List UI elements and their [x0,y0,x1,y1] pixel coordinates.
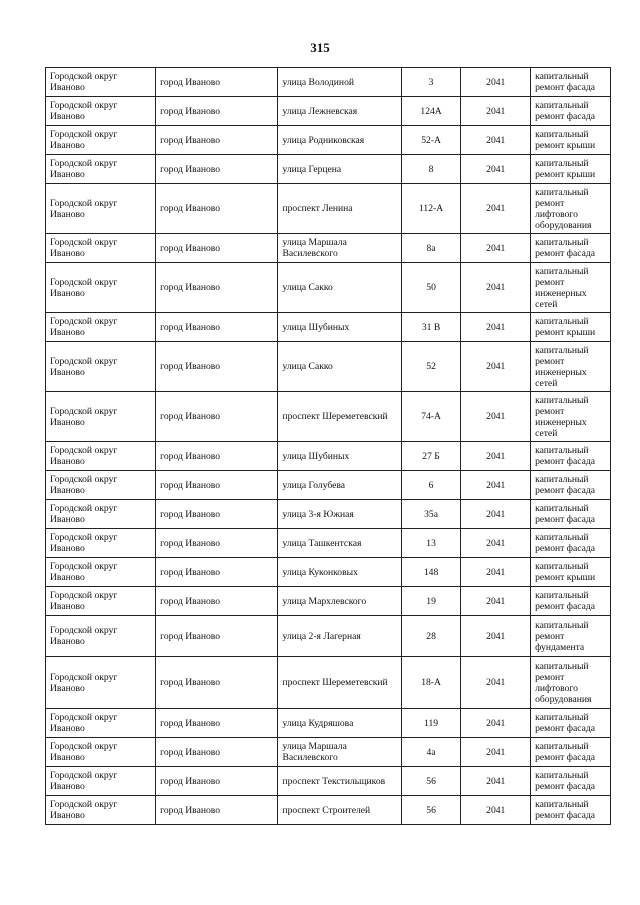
okrug-cell [46,709,156,738]
page-number: 315 [310,40,330,55]
city-cell [156,442,278,471]
work-type-cell-text: капитальный ремонт лифтового оборудования [535,186,592,231]
work-type-cell [531,558,611,587]
street-cell-text: проспект Шереметевский [282,677,388,688]
work-type-cell-text: капитальный ремонт фасада [535,503,596,525]
okrug-cell-text: Городской округ Иваново [50,561,118,583]
house-number-cell-text: 6 [428,479,434,491]
year-cell [461,234,531,263]
table-row [46,500,611,529]
street-cell [278,500,401,529]
work-type-cell-text: капитальный ремонт фасада [535,532,596,554]
okrug-cell-text: Городской округ Иваново [50,158,118,180]
city-cell-text: город Иваново [160,411,221,422]
year-cell-text: 2041 [486,321,506,333]
house-number-cell [401,558,461,587]
okrug-cell [46,738,156,767]
okrug-cell-text: Городской округ Иваново [50,474,118,496]
street-cell [278,738,401,767]
city-cell-text: город Иваново [160,105,221,117]
city-cell-text: город Иваново [160,321,221,333]
street-cell [278,709,401,738]
city-cell-text: город Иваново [160,595,221,607]
house-number-cell-text: 31 В [421,321,441,333]
city-cell [156,796,278,825]
year-cell [461,616,531,657]
city-cell [156,126,278,155]
house-number-cell-text: 119 [424,717,439,729]
house-number-cell [401,471,461,500]
table-body [46,68,611,825]
street-cell [278,313,401,342]
city-cell-text: город Иваново [160,134,221,146]
okrug-cell-text: Городской округ Иваново [50,100,118,122]
okrug-cell-text: Городской округ Иваново [50,445,118,467]
okrug-cell [46,767,156,796]
house-number-cell [401,767,461,796]
city-cell [156,709,278,738]
okrug-cell-text: Городской округ Иваново [50,237,118,259]
okrug-cell [46,68,156,97]
year-cell-text: 2041 [486,479,506,491]
house-number-cell-text: 56 [426,804,436,816]
street-cell-text: проспект Шереметевский [282,411,388,422]
house-number-cell-text: 18-А [421,677,441,688]
street-cell-text: улица 2-я Лагерная [282,630,361,642]
okrug-cell-text: Городской округ Иваново [50,799,118,821]
table-row [46,184,611,234]
work-type-cell [531,392,611,442]
work-type-cell [531,796,611,825]
city-cell-text: город Иваново [160,163,221,175]
table-row [46,709,611,738]
city-cell-text: город Иваново [160,450,221,462]
year-cell [461,392,531,442]
house-number-cell-text: 74-А [421,411,441,422]
year-cell [461,796,531,825]
house-number-cell-text: 8 [428,163,434,175]
street-cell-text: улица Шубиных [282,450,350,462]
work-type-cell-text: капитальный ремонт инженерных сетей [535,394,589,439]
work-type-cell [531,442,611,471]
year-cell-text: 2041 [486,717,506,729]
year-cell [461,313,531,342]
house-number-cell [401,184,461,234]
okrug-cell-text: Городской округ Иваново [50,316,118,338]
okrug-cell [46,313,156,342]
house-number-cell [401,126,461,155]
year-cell-text: 2041 [486,595,506,607]
okrug-cell-text: Городской округ Иваново [50,197,118,220]
city-cell [156,500,278,529]
year-cell [461,126,531,155]
year-cell-text: 2041 [486,566,506,578]
work-type-cell [531,709,611,738]
city-cell [156,738,278,767]
street-cell-text: улица Мархлевского [282,595,367,607]
city-cell [156,97,278,126]
house-number-cell [401,234,461,263]
okrug-cell [46,184,156,234]
work-type-cell-text: капитальный ремонт фасада [535,770,596,792]
table-row [46,342,611,392]
work-type-cell-text: капитальный ремонт лифтового оборудования [535,660,592,705]
table-row [46,263,611,313]
house-number-cell-text: 112-А [418,203,444,214]
work-type-cell [531,587,611,616]
year-cell-text: 2041 [486,450,506,462]
city-cell [156,616,278,657]
year-cell [461,442,531,471]
okrug-cell-text: Городской округ Иваново [50,770,118,792]
okrug-cell-text: Городской округ Иваново [50,355,118,378]
okrug-cell-text: Городской округ Иваново [50,71,118,93]
house-number-cell [401,342,461,392]
okrug-cell [46,657,156,709]
house-number-cell [401,738,461,767]
year-cell-text: 2041 [486,630,506,642]
okrug-cell-text: Городской округ Иваново [50,625,118,647]
table-row [46,234,611,263]
street-cell [278,442,401,471]
okrug-cell [46,558,156,587]
house-number-cell-text: 52 [426,361,436,372]
work-type-cell [531,471,611,500]
okrug-cell [46,529,156,558]
city-cell [156,155,278,184]
street-cell [278,796,401,825]
city-cell [156,657,278,709]
table-row [46,587,611,616]
okrug-cell [46,471,156,500]
city-cell-text: город Иваново [160,804,221,816]
house-number-cell [401,313,461,342]
street-cell-text: проспект Ленина [282,203,353,214]
work-type-cell-text: капитальный ремонт фасада [535,237,596,259]
work-type-cell [531,657,611,709]
year-cell [461,68,531,97]
house-number-cell-text: 13 [426,537,436,549]
work-type-cell-text: капитальный ремонт крыши [535,316,596,338]
city-cell-text: город Иваново [160,508,221,520]
city-cell [156,471,278,500]
year-cell [461,155,531,184]
city-cell-text: город Иваново [160,677,221,688]
street-cell-text: улица 3-я Южная [282,508,354,520]
year-cell-text: 2041 [486,804,506,816]
work-type-cell-text: капитальный ремонт инженерных сетей [535,344,589,389]
street-cell-text: улица Володиной [282,76,354,88]
street-cell [278,263,401,313]
year-cell-text: 2041 [486,537,506,549]
year-cell-text: 2041 [486,411,506,422]
house-number-cell-text: 19 [426,595,436,607]
work-type-cell-text: капитальный ремонт фасада [535,100,596,122]
year-cell [461,587,531,616]
work-type-cell-text: капитальный ремонт фундамента [535,619,589,653]
okrug-cell [46,442,156,471]
street-cell [278,342,401,392]
street-cell-text: улица Родниковская [282,134,365,146]
year-cell-text: 2041 [486,282,506,293]
house-number-cell-text: 8а [426,242,436,254]
house-number-cell-text: 148 [423,566,439,578]
work-type-cell-text: капитальный ремонт фасада [535,71,596,93]
house-number-cell-text: 4а [426,746,436,758]
year-cell [461,97,531,126]
year-cell [461,471,531,500]
city-cell [156,263,278,313]
city-cell-text: город Иваново [160,717,221,729]
city-cell [156,342,278,392]
okrug-cell [46,616,156,657]
house-number-cell [401,529,461,558]
street-cell [278,234,401,263]
work-type-cell [531,738,611,767]
house-number-cell [401,263,461,313]
work-type-cell [531,342,611,392]
year-cell-text: 2041 [486,677,506,688]
city-cell [156,767,278,796]
okrug-cell-text: Городской округ Иваново [50,276,118,299]
year-cell-text: 2041 [486,775,506,787]
house-number-cell-text: 28 [426,630,436,642]
city-cell-text: город Иваново [160,282,221,293]
work-type-cell-text: капитальный ремонт фасада [535,445,596,467]
work-type-cell [531,155,611,184]
year-cell-text: 2041 [486,508,506,520]
house-number-cell [401,392,461,442]
house-number-cell [401,657,461,709]
city-cell [156,558,278,587]
table-row [46,657,611,709]
street-cell [278,616,401,657]
table-row [46,796,611,825]
house-number-cell-text: 50 [426,282,436,293]
okrug-cell-text: Городской округ Иваново [50,503,118,525]
year-cell-text: 2041 [486,242,506,254]
okrug-cell [46,126,156,155]
street-cell [278,767,401,796]
okrug-cell [46,500,156,529]
work-type-cell-text: капитальный ремонт фасада [535,712,596,734]
year-cell [461,342,531,392]
okrug-cell-text: Городской округ Иваново [50,532,118,554]
street-cell-text: улица Сакко [282,282,333,293]
table-row [46,558,611,587]
okrug-cell [46,342,156,392]
house-number-cell [401,500,461,529]
table-row [46,442,611,471]
year-cell [461,738,531,767]
house-number-cell [401,97,461,126]
house-number-cell-text: 56 [426,775,436,787]
street-cell [278,471,401,500]
work-type-cell [531,500,611,529]
street-cell [278,184,401,234]
street-cell-text: улица Маршала Василевского [282,741,347,763]
work-type-cell-text: капитальный ремонт крыши [535,129,596,151]
house-number-cell [401,796,461,825]
year-cell-text: 2041 [486,163,506,175]
city-cell-text: город Иваново [160,361,221,372]
city-cell-text: город Иваново [160,242,221,254]
house-number-cell-text: 27 Б [422,450,440,462]
year-cell [461,767,531,796]
table-row [46,471,611,500]
year-cell-text: 2041 [486,361,506,372]
street-cell-text: улица Маршала Василевского [282,237,347,259]
work-type-cell [531,529,611,558]
work-type-cell-text: капитальный ремонт крыши [535,158,596,180]
work-type-cell [531,126,611,155]
street-cell-text: улица Герцена [282,163,342,175]
city-cell-text: город Иваново [160,203,221,214]
okrug-cell [46,97,156,126]
street-cell-text: улица Сакко [282,361,333,372]
house-number-cell [401,442,461,471]
city-cell [156,234,278,263]
year-cell [461,263,531,313]
house-number-cell [401,155,461,184]
street-cell-text: улица Куконковых [282,566,358,578]
okrug-cell-text: Городской округ Иваново [50,712,118,734]
street-cell [278,68,401,97]
year-cell [461,709,531,738]
year-cell [461,500,531,529]
year-cell-text: 2041 [486,203,506,214]
work-type-cell [531,263,611,313]
work-type-cell-text: капитальный ремонт фасада [535,590,596,612]
okrug-cell-text: Городской округ Иваново [50,671,118,694]
okrug-cell-text: Городской округ Иваново [50,129,118,151]
street-cell-text: улица Голубева [282,479,346,491]
house-number-cell-text: 35а [424,508,438,520]
table-row [46,97,611,126]
street-cell [278,558,401,587]
city-cell-text: город Иваново [160,746,221,758]
okrug-cell [46,234,156,263]
table-row [46,392,611,442]
year-cell-text: 2041 [486,746,506,758]
year-cell-text: 2041 [486,105,506,117]
table-row [46,767,611,796]
house-number-cell [401,68,461,97]
city-cell [156,313,278,342]
street-cell [278,529,401,558]
house-number-cell [401,587,461,616]
city-cell-text: город Иваново [160,479,221,491]
okrug-cell-text: Городской округ Иваново [50,590,118,612]
table-row [46,616,611,657]
city-cell [156,68,278,97]
year-cell-text: 2041 [486,76,506,88]
street-cell-text: улица Кудряшова [282,717,354,729]
okrug-cell-text: Городской округ Иваново [50,741,118,763]
city-cell [156,184,278,234]
house-number-cell-text: 3 [428,76,434,88]
year-cell [461,184,531,234]
table-row [46,68,611,97]
table-row [46,313,611,342]
table-row [46,155,611,184]
work-type-cell [531,616,611,657]
street-cell [278,155,401,184]
okrug-cell-text: Городской округ Иваново [50,405,118,428]
year-cell [461,657,531,709]
work-type-cell-text: капитальный ремонт фасада [535,474,596,496]
street-cell [278,97,401,126]
street-cell-text: улица Шубиных [282,321,350,333]
year-cell [461,529,531,558]
work-type-cell [531,184,611,234]
city-cell [156,392,278,442]
year-cell [461,558,531,587]
street-cell-text: проспект Строителей [282,804,371,816]
city-cell [156,587,278,616]
city-cell-text: город Иваново [160,76,221,88]
street-cell [278,587,401,616]
work-type-cell [531,234,611,263]
okrug-cell [46,587,156,616]
street-cell [278,392,401,442]
city-cell-text: город Иваново [160,775,221,787]
work-type-cell-text: капитальный ремонт фасада [535,741,596,763]
street-cell-text: проспект Текстильщиков [282,775,386,787]
repair-schedule-table [45,67,611,825]
house-number-cell [401,616,461,657]
okrug-cell [46,263,156,313]
house-number-cell-text: 124А [420,105,442,117]
work-type-cell [531,313,611,342]
street-cell-text: улица Ташкентская [282,537,362,549]
work-type-cell [531,767,611,796]
table-row [46,529,611,558]
street-cell [278,657,401,709]
work-type-cell [531,68,611,97]
table-row [46,126,611,155]
okrug-cell [46,796,156,825]
work-type-cell-text: капитальный ремонт крыши [535,561,596,583]
work-type-cell [531,97,611,126]
house-number-cell-text: 52-А [421,134,441,146]
house-number-cell [401,709,461,738]
table-row [46,738,611,767]
okrug-cell [46,155,156,184]
work-type-cell-text: капитальный ремонт инженерных сетей [535,265,589,310]
okrug-cell [46,392,156,442]
city-cell-text: город Иваново [160,630,221,642]
street-cell-text: улица Лежневская [282,105,358,117]
year-cell-text: 2041 [486,134,506,146]
work-type-cell-text: капитальный ремонт фасада [535,799,596,821]
city-cell-text: город Иваново [160,537,221,549]
city-cell-text: город Иваново [160,566,221,578]
street-cell [278,126,401,155]
city-cell [156,529,278,558]
